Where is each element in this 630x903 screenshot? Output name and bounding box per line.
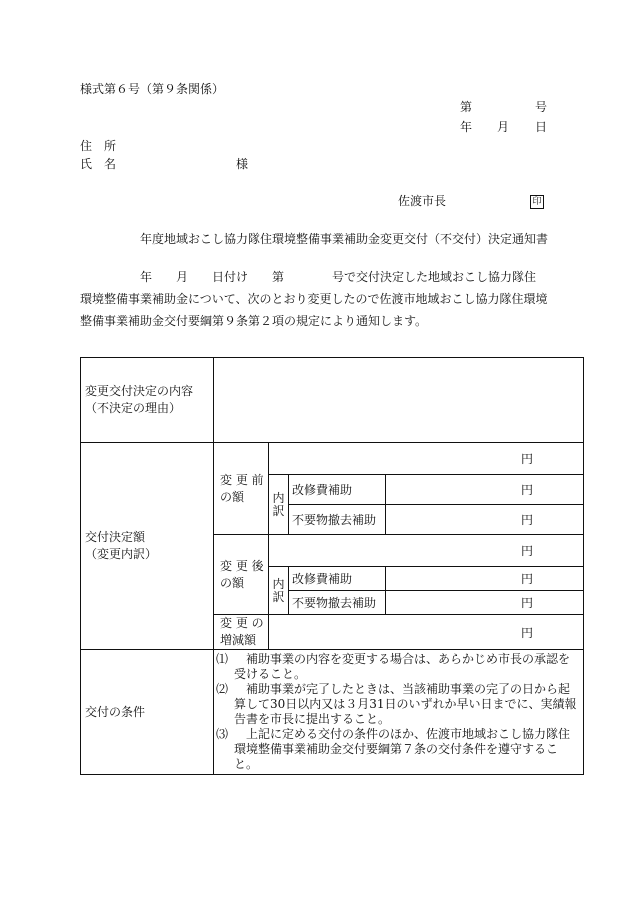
label-line: 変 更 前 [220,472,264,487]
date-month: 月 [497,120,510,134]
renovation-label: 改修費補助 [289,567,386,591]
change-content-label [81,358,214,443]
label-line: 変 更 の [220,616,264,630]
before-removal-amount[interactable]: 円 [386,505,584,535]
before-renovation-amount[interactable]: 円 [386,475,584,505]
label-line: 内 [272,576,285,591]
table-row [81,650,584,775]
decision-table [80,357,584,775]
body-line: 年 月 日付け 第 号で交付決定した地域おこし協力隊住 [80,270,537,284]
condition-item [216,652,581,682]
address-label: 住 所 [80,139,117,153]
label-line: 変 更 後 [220,558,264,573]
label-line: 増減額 [220,633,257,647]
issuer-title: 佐渡市長 [398,194,447,208]
honorific: 様 [236,157,249,171]
body-paragraph [80,266,560,332]
condition-item [216,727,581,772]
conditions-label: 交付の条件 [81,650,214,775]
body-line: 整備事業補助金交付要綱第９条第２項の規定により通知します。 [80,314,428,328]
doc-number-suffix: 号 [535,100,548,114]
condition-number: ⑶ [216,727,229,741]
label-line: 訳 [272,589,285,604]
label-line: （変更内訳） [85,547,158,561]
label-line: の額 [220,489,245,504]
removal-label: 不要物撤去補助 [289,591,386,615]
date-day: 日 [535,120,548,134]
condition-text: 補助事業の内容を変更する場合は、あらかじめ市長の承認を受けること。 [234,652,571,681]
form-number-label: 様式第６号（第９条関係） [80,82,225,96]
name-label: 氏 名 [80,157,117,171]
label-line: 交付決定額 [85,530,146,544]
condition-text: 補助事業が完了したときは、当該補助事業の完了の日から起算して30日以内又は３月31日のいずれか早い日までに、実績報告書を市長に提出すること。 [234,682,577,726]
conditions-list [214,650,584,775]
before-total[interactable]: 円 [269,443,584,475]
seal-mark [530,194,544,209]
after-total[interactable]: 円 [269,535,584,567]
table-row [81,358,584,443]
breakdown-label [269,475,289,535]
before-label [214,443,269,535]
after-removal-amount[interactable]: 円 [386,591,584,615]
label-line: の額 [220,575,245,590]
condition-text: 上記に定める交付の条件のほか、佐渡市地域おこし協力隊住環境整備事業補助金交付要綱第７条の交付条件を遵守すること。 [234,727,571,771]
removal-label: 不要物撤去補助 [289,505,386,535]
after-renovation-amount[interactable]: 円 [386,567,584,591]
table-row [81,443,584,475]
difference-amount[interactable]: 円 [269,615,584,650]
date-year: 年 [460,120,473,134]
breakdown-label [269,567,289,615]
seal-icon: 印 [530,195,544,209]
label-line: 内 [272,490,285,505]
difference-label [214,615,269,650]
condition-item [216,682,581,727]
renovation-label: 改修費補助 [289,475,386,505]
after-label [214,535,269,615]
amount-label [81,443,214,650]
condition-number: ⑵ [216,682,229,696]
change-content-value[interactable] [214,358,584,443]
condition-number: ⑴ [216,652,229,666]
body-line: 環境整備事業補助金について、次のとおり変更したので佐渡市地域おこし協力隊住環境 [80,292,548,306]
label-line: 変更交付決定の内容 [85,384,194,398]
label-line: （不決定の理由） [85,401,182,415]
label-line: 訳 [272,503,285,518]
doc-number-prefix: 第 [460,100,473,114]
document-title: 年度地域おこし協力隊住環境整備事業補助金変更交付（不交付）決定通知書 [140,232,549,246]
